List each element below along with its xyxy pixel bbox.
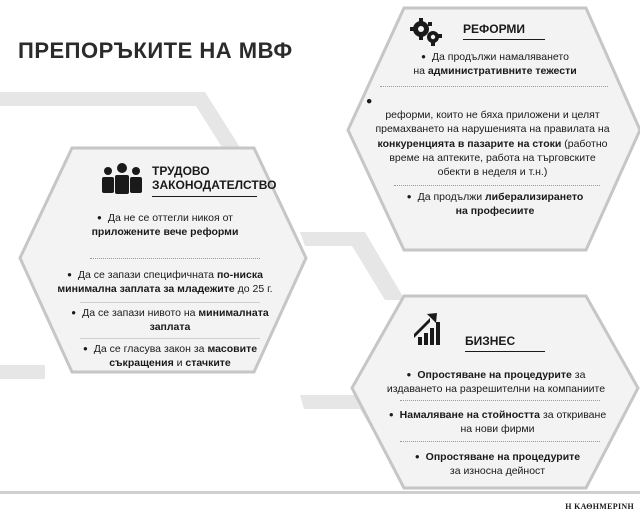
labour-separator-2 (80, 302, 260, 303)
publisher-logo: Η ΚΑΘΗΜΕΡΙΝΗ (565, 502, 634, 511)
reforms-item-3: ● Да продължи либерализирането на професиите (370, 190, 620, 218)
business-heading: БИЗНЕС (465, 334, 545, 352)
labour-item-3: ● Да се запази нивото на минималната заплата (40, 306, 300, 334)
labour-heading: ТРУДОВО ЗАКОНОДАТЕЛСТВО (152, 164, 257, 197)
connector-middle (300, 232, 405, 300)
business-item-3: ● Опростяване на процедурите за износна дейност (370, 450, 625, 478)
business-separator-1 (400, 400, 600, 401)
people-group-icon (102, 163, 142, 194)
footer-divider (0, 491, 640, 494)
labour-separator-1 (90, 258, 260, 259)
reforms-separator-2 (394, 185, 600, 186)
reforms-separator-1 (380, 86, 608, 87)
reforms-heading: РЕФОРМИ (463, 22, 545, 40)
labour-item-4: ● Да се гласува закон за масовите съкращения и стачките (40, 342, 300, 370)
business-item-2: ● Намаляване на стойността за откриване на нови фирми (370, 408, 625, 436)
business-separator-2 (400, 441, 600, 442)
reforms-item-2: ● реформи, които не бяха приложени и целят премахването на нарушенията на правилата на конкуренцията в пазарите на стоки (работно време на аптеките, работа на търговските обекти в неделя и т.н.) (366, 95, 610, 178)
page-title: ПРЕПОРЪКИТЕ НА МВФ (18, 38, 293, 63)
business-item-1: ● Опростяване на процедурите за издаването на разрешителни на компаниите (360, 368, 632, 396)
labour-item-2: ● Да се запази специфичната по-ниска минимална заплата за младежите до 25 г. (25, 268, 305, 296)
labour-separator-3 (80, 338, 260, 339)
reforms-item-1: ● Да продължи намаляването на административните тежести (370, 50, 620, 78)
labour-item-1: ● Да не се оттегли никоя от приложените вече реформи (40, 211, 290, 239)
connector-left (0, 365, 45, 379)
